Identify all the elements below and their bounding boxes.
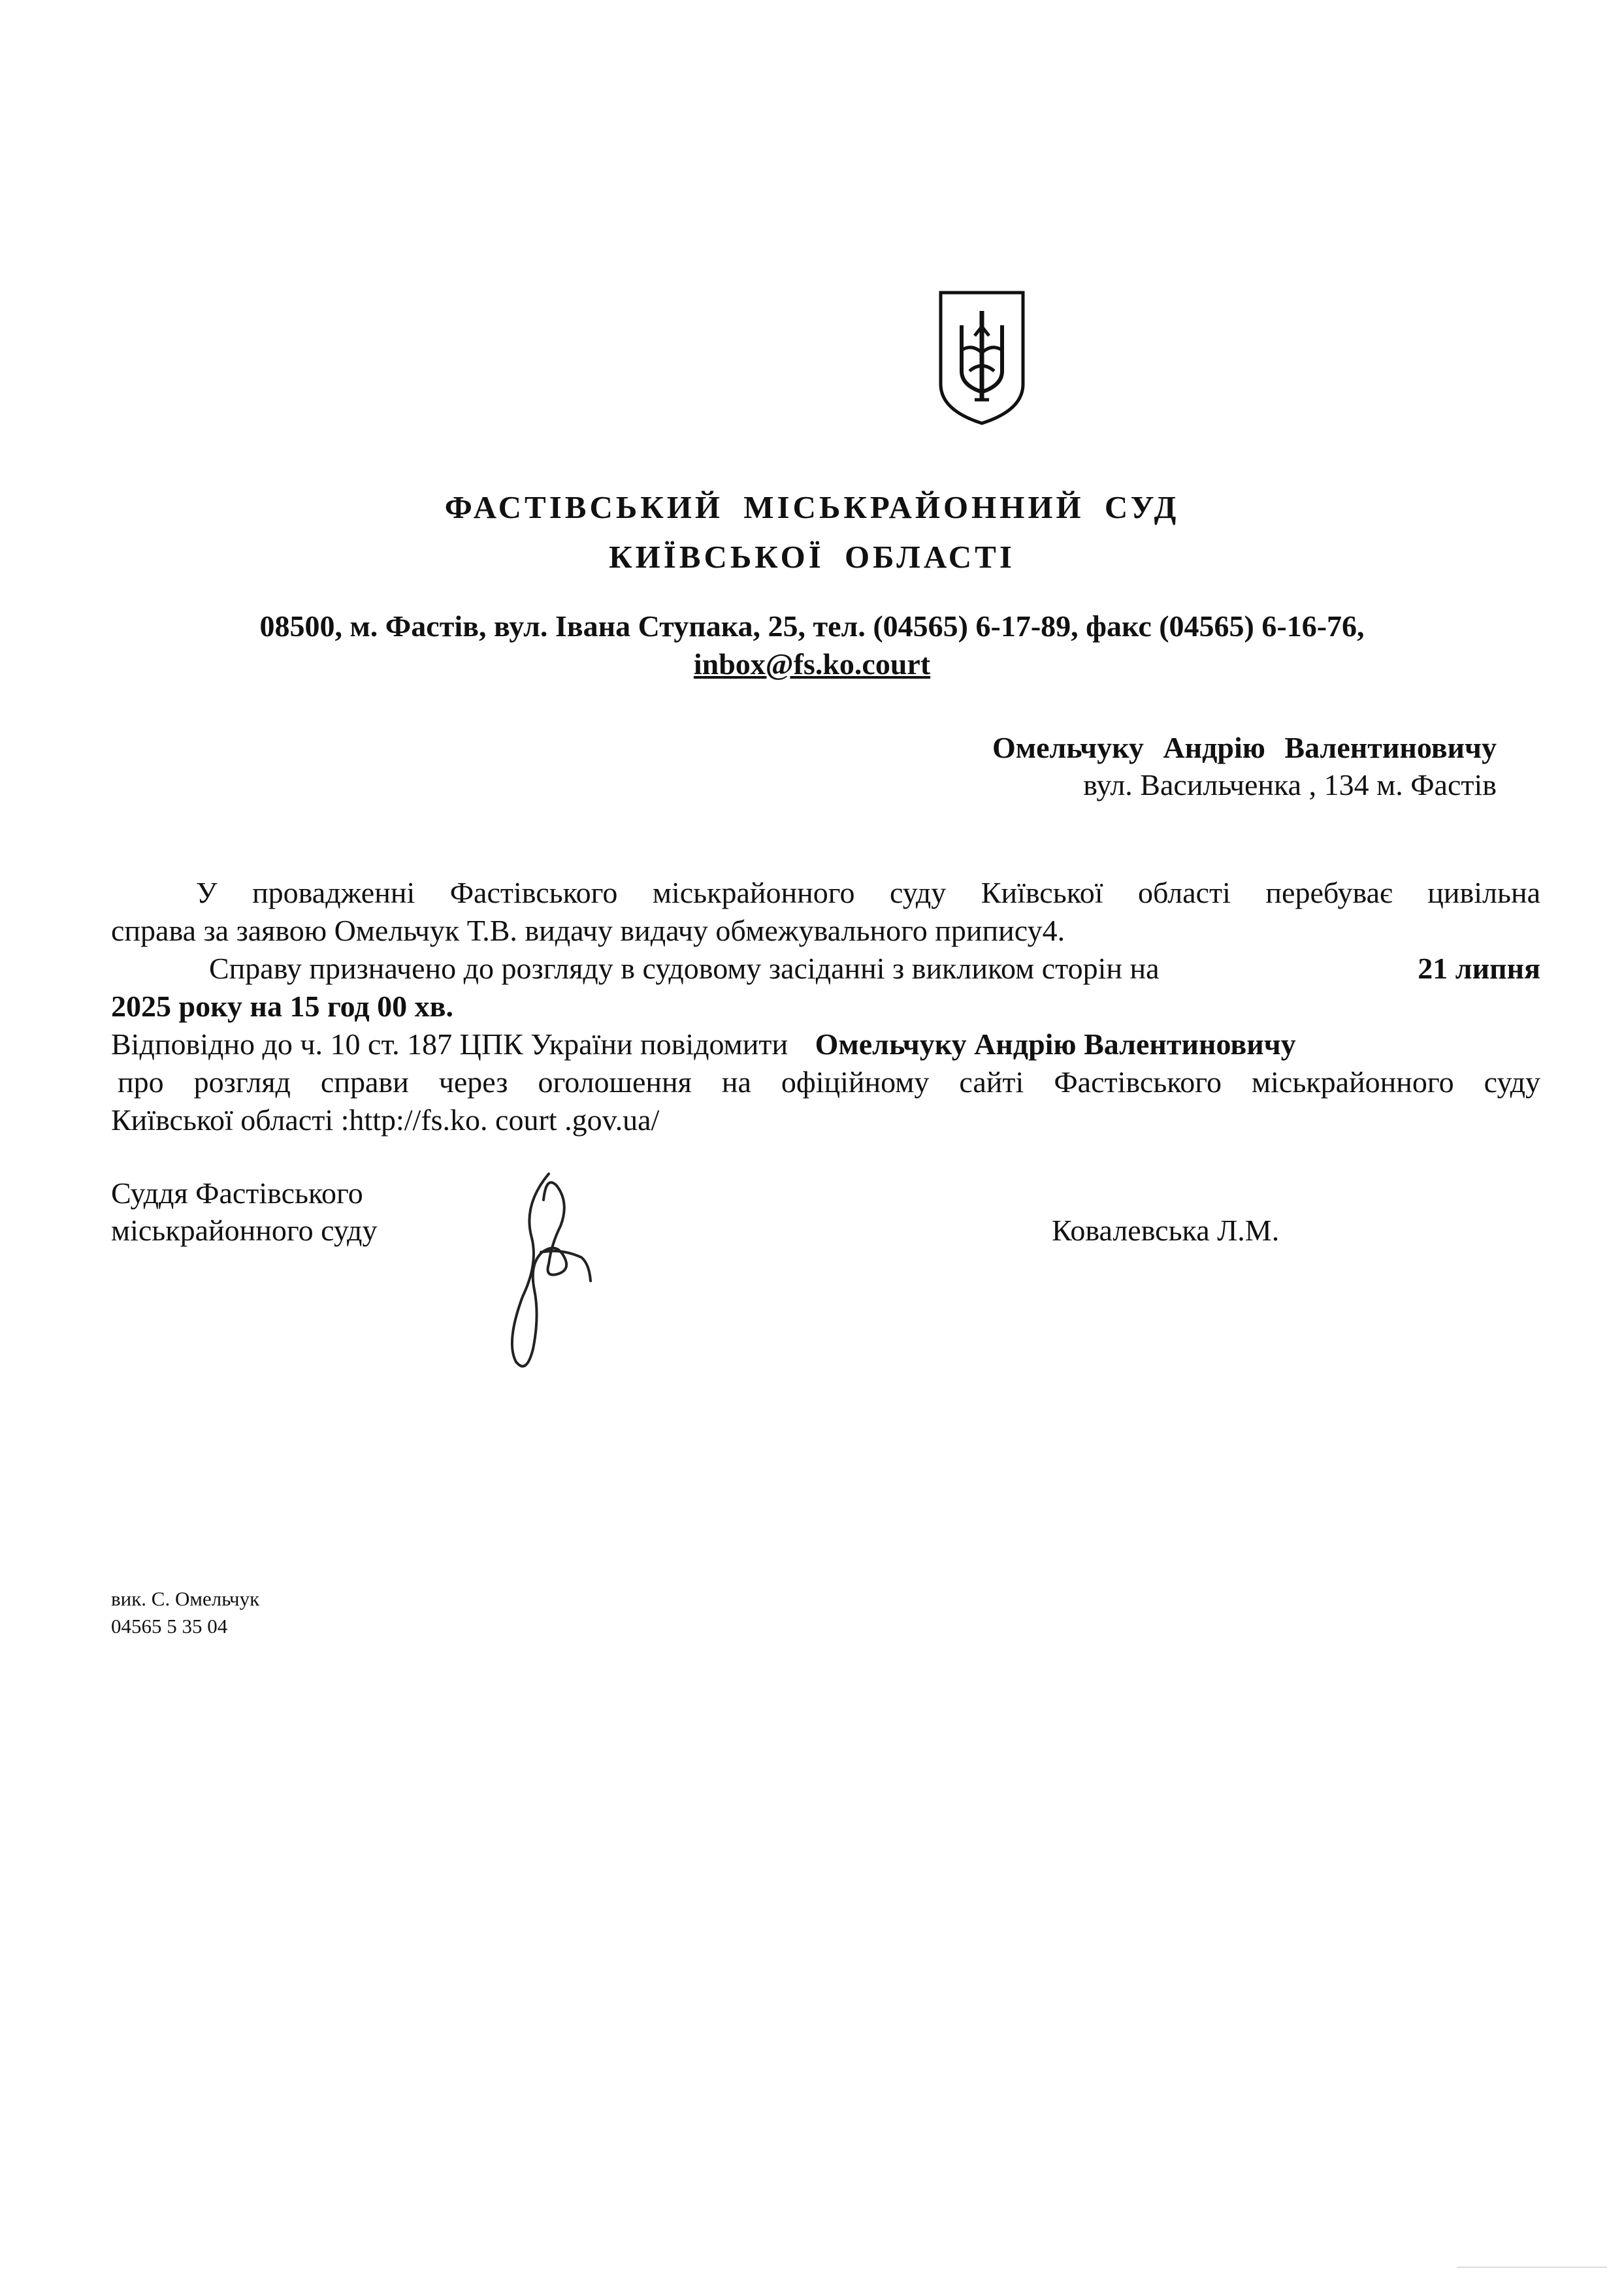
executor-line: вик. С. Омельчук: [111, 1587, 260, 1610]
body-line-7: Київської області :http://fs.ko. court .gov.ua/: [111, 1103, 660, 1137]
court-address: 08500, м. Фастів, вул. Івана Ступака, 25, тел. (04565) 6-17-89, факс (04565) 6-16-76,: [259, 609, 1365, 643]
notice-basis-text: Відповідно до ч. 10 ст. 187 ЦПК України повідомити: [111, 1027, 788, 1061]
court-name-line1: ФАСТІВСЬКИЙ МІСЬКРАЙОННИЙ СУД: [444, 489, 1180, 525]
judge-name: Ковалевська Л.М.: [1052, 1214, 1280, 1247]
executor-phone: 04565 5 35 04: [111, 1615, 228, 1638]
hearing-year-time: 2025 року на 15 год 00 хв.: [111, 990, 453, 1023]
court-email-link[interactable]: inbox@fs.ko.court: [693, 647, 931, 681]
hearing-date: 21 липня: [1418, 952, 1540, 985]
body-line-2: справа за заявою Омельчук Т.В. видачу видачу обмежувального припису4.: [111, 914, 1065, 947]
body-line-5: [111, 1027, 1540, 1061]
body-line-1: У провадженні Фастівського міськрайонного суду Київської області перебуває цивільна: [196, 876, 1540, 909]
handwritten-signature: [483, 1166, 608, 1381]
hearing-scheduled-text: Справу призначено до розгляду в судовому засіданні з викликом сторін на: [209, 952, 1160, 985]
recipient-address: вул. Васильченка , 134 м. Фастів: [1083, 768, 1497, 801]
court-name-line2: КИЇВСЬКОЇ ОБЛАСТІ: [609, 539, 1015, 575]
body-line-3: [209, 951, 1540, 986]
body-line-6: про розгляд справи через оголошення на офіційному сайті Фастівського міськрайонного суду: [118, 1065, 1540, 1099]
judge-position-line2: міськрайонного суду: [111, 1214, 378, 1247]
notified-person-name: Омельчуку Андрію Валентиновичу: [815, 1027, 1296, 1061]
recipient-name: Омельчуку Андрію Валентиновичу: [992, 731, 1497, 764]
court-email-line: [0, 647, 1624, 681]
judge-position-line1: Суддя Фастівського: [111, 1176, 363, 1210]
page-edge-mark: [1457, 2267, 1607, 2268]
coat-of-arms-icon: [935, 287, 1028, 428]
